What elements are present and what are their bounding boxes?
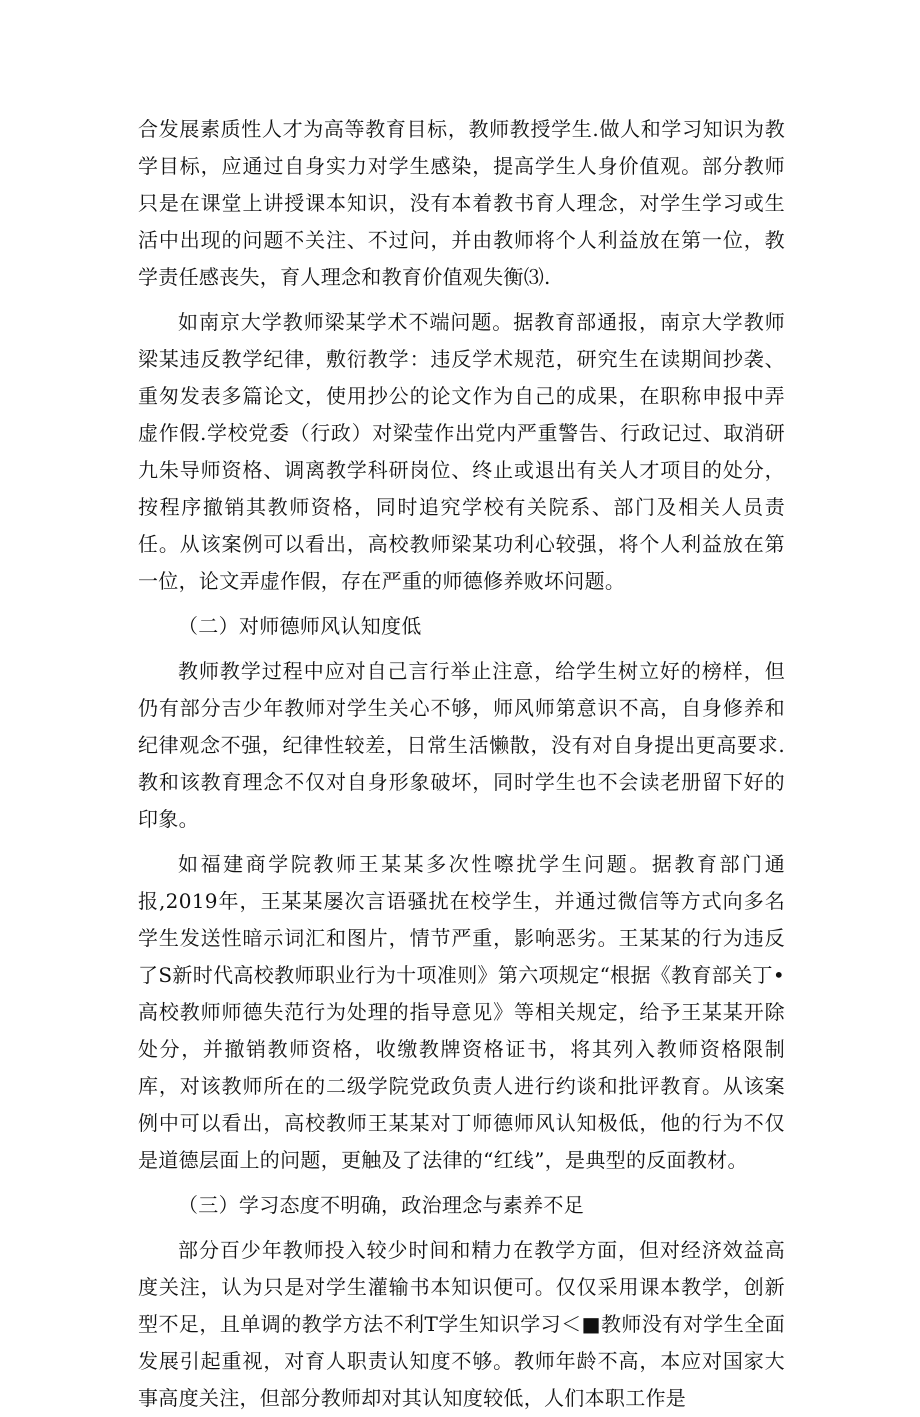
- paragraph-gap: [138, 296, 785, 304]
- paragraph-gap: [138, 1179, 785, 1187]
- section-heading-3: （三）学习态度不明确，政治理念与素养不足: [178, 1193, 584, 1217]
- paragraph-3: 教师教学过程中应对自己言行举止注意，给学生树立好的榜样，但仍有部分吉少年教师对学生关心不够，师风师第意识不高，自身修养和纪律观念不强，纪律性较差，日常生活懒散，没有对自身提出更高要求.教和该教育理念不仅对自身形象破坏，同时学生也不会读老册留下好的印象。: [138, 659, 785, 831]
- paragraph-5: 部分百少年教师投入较少时间和精力在教学方面，但对经济效益高度关注，认为只是对学生灌输书本知识便可。仅仅采用课本教学，创新型不足，且单调的教学方法不利T学生知识学习＜■教师没有对学生全面发展引起重视，对育人职责认知度不够。教师年龄不高，本应对国家大事高度关注，但部分教师却对其认知度较低，人们本职工作是: [138, 1238, 785, 1410]
- paragraph-gap: [138, 1224, 785, 1232]
- paragraph-2: 如南京大学教师梁某学术不端问题。据教育部通报，南京大学教师梁某违反教学纪律，敷衍教学：违反学术规范，研究生在读期间抄袭、重匆发表多篇论文，使用抄公的论文作为自己的成果，在职称申报中弄虚作假.学校党委（行政）对梁莹作出党内严重警告、行政记过、取消研九朱导师资格、调离教学科研岗位、终止或退出有关人才项目的处分，按程序撤销其教师资格，同时追究学校有关院系、部门及相关人员责任。从该案例可以看出，高校教师梁某功利心较强，将个人利益放在第一位，论文弄虚作假，存在严重的师德修养败坏问题。: [138, 310, 785, 593]
- paragraph-gap: [138, 645, 785, 653]
- paragraph-4: 如福建商学院教师王某某多次性嚓扰学生问题。据教育部门通报,2019年，王某某屡次言语骚扰在校学生，并通过微信等方式向多名学生发送性暗示词汇和图片，情节严重，影响恶劣。王某某的行为违反了S新时代高校教师职业行为十项准则》第六项规定“根据《教育部关丁•高校教师师德失范行为处理的指导意见》等相关规定，给予王某某开除处分，并撤销教师资格，收缴教牌资格证书，将其列入教师资格限制库，对该教师所在的二级学院党政负责人进行约谈和批评教育。从该案例中可以看出，高校教师王某某对丁师德师风认知极低，他的行为不仅是道德层面上的问题，更触及了法律的“红线”，是典型的反面教材。: [138, 852, 785, 1172]
- section-heading-2: （二）对师德师风认知度低: [178, 614, 422, 638]
- paragraph-gap: [138, 600, 785, 608]
- paragraph-gap: [138, 838, 785, 846]
- paragraph-1: 合发展素质性人才为高等教育目标，教师教授学生.做人和学习知识为教学目标，应通过自身实力对学生感染，提高学生人身价值观。部分教师只是在课堂上讲授课本知识，没有本着教书育人理念，对学生学习或生活中出现的问题不关注、不过问，并由教师将个人利益放在第一位，教学责任感丧失，育人理念和教育价值观失衡⑶.: [138, 117, 785, 289]
